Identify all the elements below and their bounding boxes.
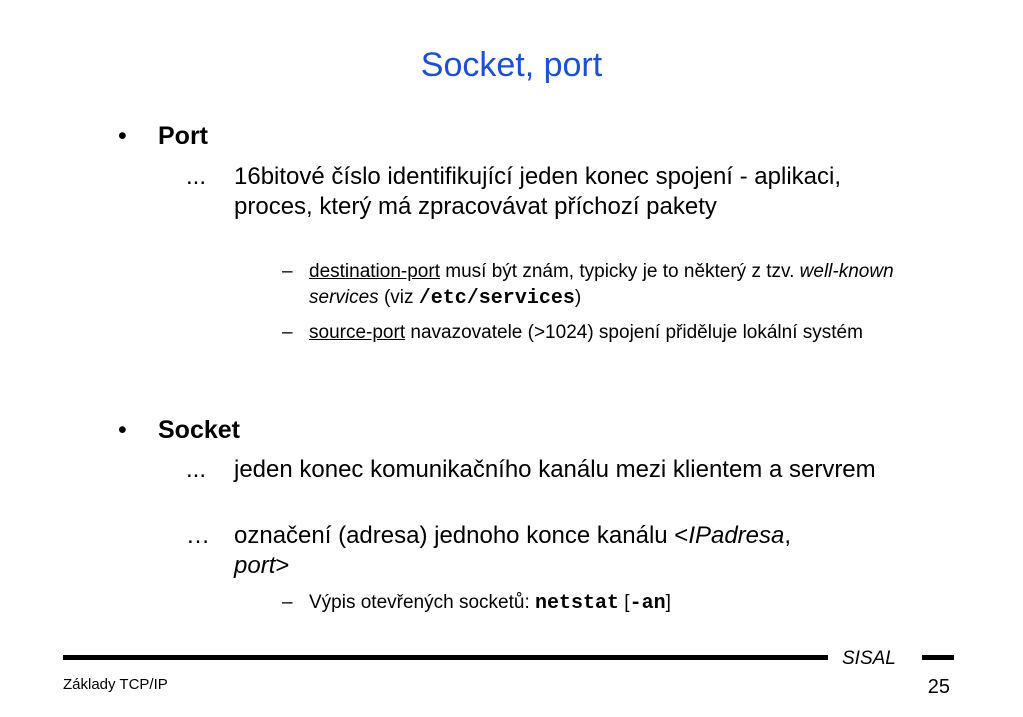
bullet-dot-icon: • (118, 416, 127, 444)
ellipsis-mark: ... (186, 456, 207, 483)
dash-mark: – (282, 322, 293, 343)
socket-heading: Socket (158, 416, 240, 444)
socket-item-1 (186, 455, 914, 485)
socket-item-2 (186, 521, 794, 581)
port-heading: Port (158, 122, 208, 150)
port-term: port (234, 552, 276, 579)
slide-title: Socket, port (420, 46, 603, 84)
socket-item-2-text: označení (adresa) jednoho konce kanálu (234, 522, 675, 549)
port-sub-2-text: navazovatele (>1024) spojení přiděluje lokální systém (405, 322, 863, 343)
page-number: 25 (927, 676, 950, 698)
port-sub-1-text: musí být znám, typicky je to některý z tzv. (439, 261, 800, 282)
footer-rule-left (63, 655, 828, 660)
socket-item-1-text: jeden konec komunikačního kanálu mezi klientem a servrem (234, 456, 876, 483)
bracket-close: ] (665, 592, 671, 613)
gt-sign: > (275, 552, 290, 579)
destination-port-term: destination-port (309, 261, 440, 282)
dash-mark: – (282, 261, 293, 282)
an-flag-code: -an (629, 592, 666, 615)
port-sub-1 (282, 259, 909, 312)
ellipsis-mark: ... (186, 163, 207, 190)
port-item-1 (186, 162, 914, 222)
source-port-term: source-port (309, 322, 406, 343)
socket-sub-1 (282, 590, 909, 617)
bullet-socket (118, 416, 240, 445)
footer-rule-right (922, 655, 954, 660)
port-sub-1-text3: ) (574, 287, 582, 308)
socket-sub-1-text: Výpis otevřených socketů: (309, 592, 535, 613)
footer-course-title: Základy TCP/IP (63, 676, 168, 693)
port-item-1-text: 16bitové číslo identifikující jeden konec spojení - aplikaci, proces, který má zpracovávat příchozí pakety (234, 163, 842, 220)
port-sub-1-text2: (viz (378, 287, 419, 308)
bracket-open: [ (619, 592, 630, 613)
lt-sign: < (674, 522, 689, 549)
bullet-port (118, 122, 208, 151)
netstat-code: netstat (535, 592, 620, 615)
ellipsis-mark: … (186, 522, 210, 549)
footer-brand: SISAL (842, 648, 896, 669)
etc-services-code: /etc/services (418, 287, 575, 310)
bullet-dot-icon: • (118, 122, 127, 150)
ipadresa-term: IPadresa (688, 522, 785, 549)
dash-mark: – (282, 592, 293, 613)
port-sub-2 (282, 320, 909, 346)
comma: , (784, 522, 792, 549)
well-known-services: well-known services (309, 261, 894, 308)
